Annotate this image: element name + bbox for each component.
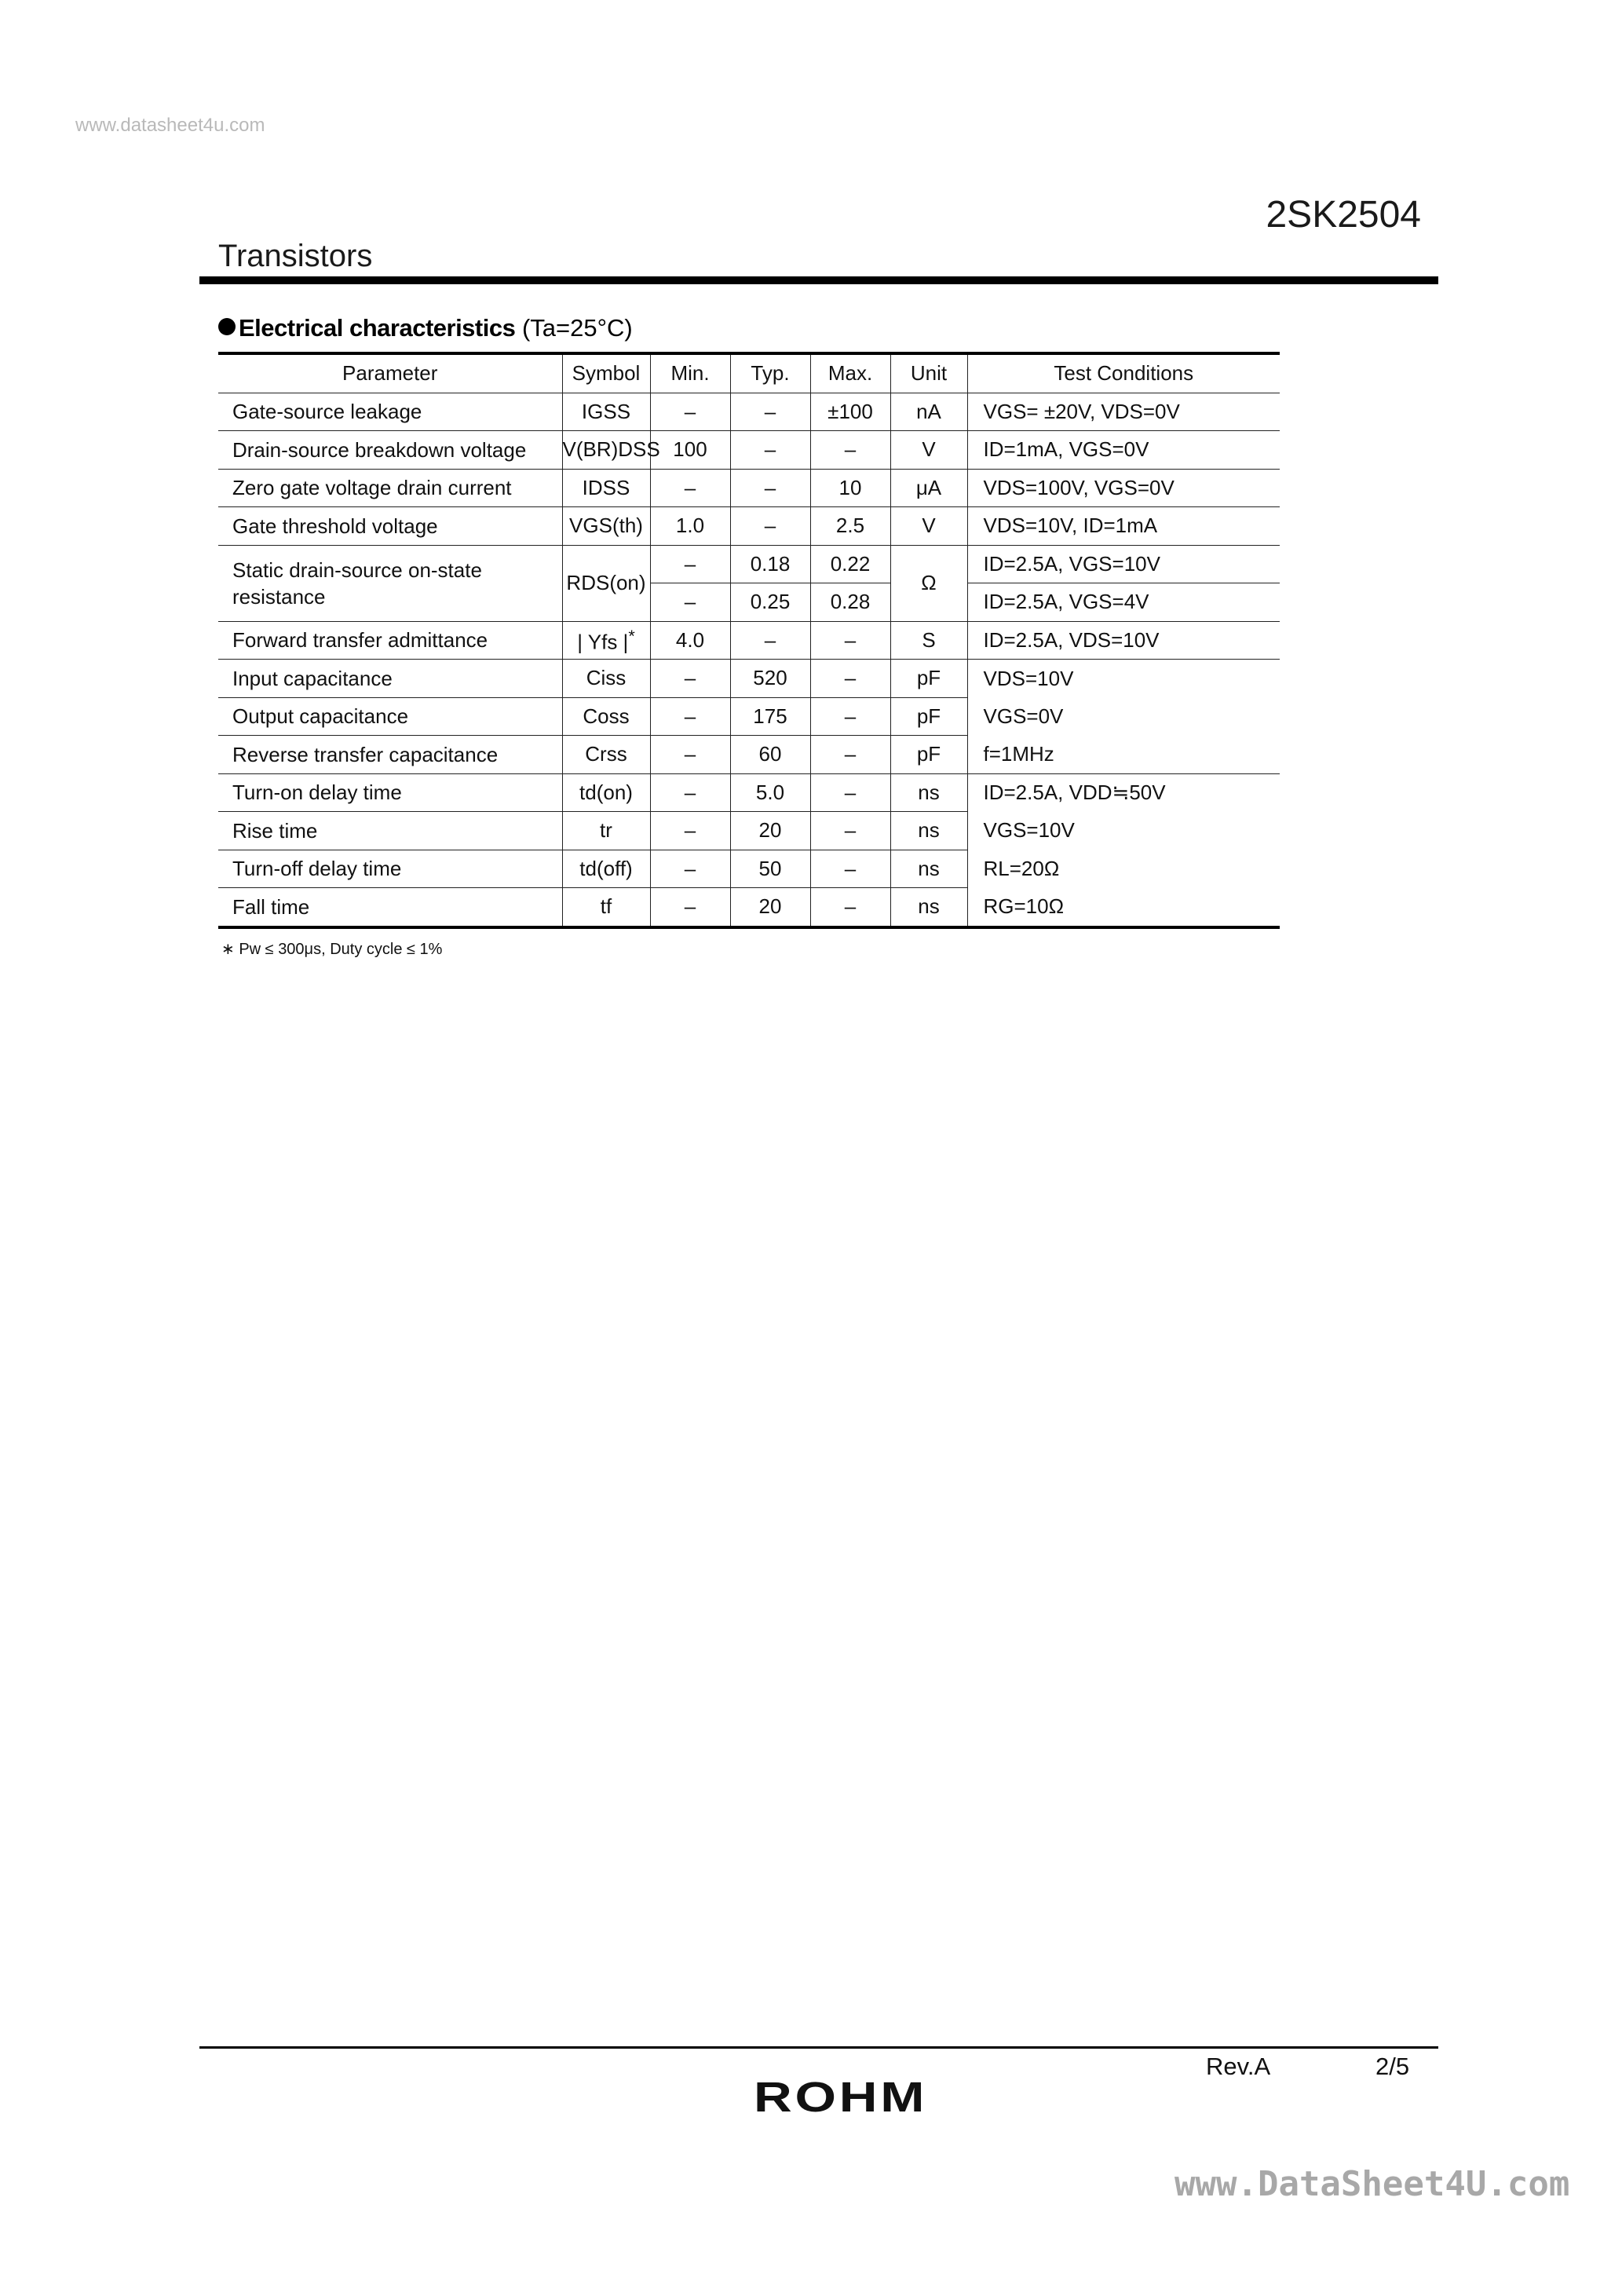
row-parameter: Gate threshold voltage [218, 507, 562, 546]
row-max: – [810, 850, 890, 888]
row-min: – [650, 812, 730, 850]
row-typ: 50 [730, 850, 810, 888]
row-min: – [650, 850, 730, 888]
row-parameter: Zero gate voltage drain current [218, 469, 562, 507]
footnote: ∗ Pw ≤ 300μs, Duty cycle ≤ 1% [221, 941, 443, 958]
row-symbol: RDS(on) [562, 545, 650, 621]
section-title [218, 314, 633, 342]
table-row [218, 545, 1280, 583]
row-typ: 20 [730, 888, 810, 927]
row-conditions: RL=20Ω [967, 850, 1280, 888]
part-number: 2SK2504 [1266, 194, 1421, 236]
row-conditions: ID=2.5A, VGS=10V [967, 545, 1280, 583]
row-parameter: Output capacitance [218, 697, 562, 736]
row-conditions: VGS= ±20V, VDS=0V [967, 393, 1280, 431]
row-max: – [810, 812, 890, 850]
table-header-row [218, 353, 1280, 393]
row-min: – [650, 393, 730, 431]
row-parameter: Rise time [218, 812, 562, 850]
rohm-logo: ROHM [754, 2074, 928, 2121]
row-parameter: Forward transfer admittance [218, 621, 562, 660]
table-row [218, 773, 1280, 812]
row-min: – [650, 660, 730, 698]
row-typ: – [730, 431, 810, 470]
row-typ: – [730, 621, 810, 660]
row-max: – [810, 888, 890, 927]
row-symbol: V(BR)DSS [562, 431, 650, 470]
row-symbol: Ciss [562, 660, 650, 698]
row-typ: 175 [730, 697, 810, 736]
row-conditions: ID=2.5A, VGS=4V [967, 583, 1280, 622]
row-min: 4.0 [650, 621, 730, 660]
header-parameter: Parameter [218, 353, 562, 393]
footer-rule [199, 2046, 1438, 2049]
row-max: – [810, 431, 890, 470]
row-conditions: f=1MHz [967, 736, 1280, 774]
row-conditions: VDS=100V, VGS=0V [967, 469, 1280, 507]
electrical-characteristics-table [218, 352, 1280, 929]
row-unit: pF [890, 697, 967, 736]
table-row [218, 812, 1280, 850]
row-typ: 0.18 [730, 545, 810, 583]
row-symbol: IDSS [562, 469, 650, 507]
row-max: 0.28 [810, 583, 890, 622]
row-max: – [810, 621, 890, 660]
row-conditions: VDS=10V [967, 660, 1280, 698]
row-max: – [810, 773, 890, 812]
row-typ: 0.25 [730, 583, 810, 622]
row-conditions: ID=2.5A, VDD≒50V [967, 773, 1280, 812]
row-max: ±100 [810, 393, 890, 431]
row-symbol: tf [562, 888, 650, 927]
row-min: – [650, 545, 730, 583]
row-symbol [562, 621, 650, 660]
table-row [218, 469, 1280, 507]
table-row [218, 888, 1280, 927]
row-parameter: Input capacitance [218, 660, 562, 698]
row-min: – [650, 773, 730, 812]
section-condition: (Ta=25°C) [521, 314, 633, 342]
row-max: 0.22 [810, 545, 890, 583]
row-min: 1.0 [650, 507, 730, 546]
section-title-text: Electrical characteristics [239, 314, 516, 342]
header-rule [199, 276, 1438, 284]
row-symbol: td(off) [562, 850, 650, 888]
table-row [218, 393, 1280, 431]
revision: Rev.A [1206, 2053, 1271, 2080]
header-unit: Unit [890, 353, 967, 393]
row-unit: Ω [890, 545, 967, 621]
category-title: Transistors [218, 239, 373, 273]
row-max: – [810, 697, 890, 736]
row-symbol: Crss [562, 736, 650, 774]
table-row [218, 697, 1280, 736]
row-parameter: Gate-source leakage [218, 393, 562, 431]
header-max: Max. [810, 353, 890, 393]
row-parameter: Reverse transfer capacitance [218, 736, 562, 774]
table-row [218, 736, 1280, 774]
row-conditions: VGS=10V [967, 812, 1280, 850]
row-typ: – [730, 469, 810, 507]
table-row [218, 621, 1280, 660]
table-row [218, 660, 1280, 698]
row-conditions: RG=10Ω [967, 888, 1280, 927]
row-parameter: Turn-on delay time [218, 773, 562, 812]
watermark-top[interactable]: www.datasheet4u.com [75, 115, 265, 136]
row-unit: V [890, 431, 967, 470]
bullet-icon [218, 318, 236, 335]
row-unit: V [890, 507, 967, 546]
row-conditions: VGS=0V [967, 697, 1280, 736]
row-min: – [650, 583, 730, 622]
header-typ: Typ. [730, 353, 810, 393]
row-unit: ns [890, 773, 967, 812]
symbol-text: | Yfs | [577, 630, 629, 654]
row-min: – [650, 697, 730, 736]
row-typ: 60 [730, 736, 810, 774]
row-min: – [650, 888, 730, 927]
row-max: 2.5 [810, 507, 890, 546]
page-number: 2/5 [1375, 2053, 1410, 2080]
row-max: – [810, 736, 890, 774]
row-typ: 20 [730, 812, 810, 850]
table-row [218, 507, 1280, 546]
watermark-bottom[interactable]: www.DataSheet4U.com [1174, 2164, 1570, 2204]
row-symbol: td(on) [562, 773, 650, 812]
row-parameter: Turn-off delay time [218, 850, 562, 888]
row-unit: pF [890, 660, 967, 698]
row-min: – [650, 736, 730, 774]
row-parameter: Drain-source breakdown voltage [218, 431, 562, 470]
row-unit: nA [890, 393, 967, 431]
row-min: – [650, 469, 730, 507]
header-min: Min. [650, 353, 730, 393]
row-unit: μA [890, 469, 967, 507]
row-typ: 5.0 [730, 773, 810, 812]
row-min: 100 [650, 431, 730, 470]
row-max: 10 [810, 469, 890, 507]
row-unit: ns [890, 850, 967, 888]
footnote-marker: * [628, 625, 635, 645]
row-unit: ns [890, 888, 967, 927]
row-unit: ns [890, 812, 967, 850]
header-conditions: Test Conditions [967, 353, 1280, 393]
row-conditions: ID=1mA, VGS=0V [967, 431, 1280, 470]
row-symbol: tr [562, 812, 650, 850]
row-parameter: Static drain-source on-state resistance [218, 545, 562, 621]
table-row [218, 850, 1280, 888]
row-typ: – [730, 393, 810, 431]
header-symbol: Symbol [562, 353, 650, 393]
row-symbol: IGSS [562, 393, 650, 431]
row-max: – [810, 660, 890, 698]
table-row [218, 431, 1280, 470]
row-unit: pF [890, 736, 967, 774]
row-typ: – [730, 507, 810, 546]
row-symbol: VGS(th) [562, 507, 650, 546]
row-unit: S [890, 621, 967, 660]
row-conditions: ID=2.5A, VDS=10V [967, 621, 1280, 660]
row-symbol: Coss [562, 697, 650, 736]
row-typ: 520 [730, 660, 810, 698]
row-conditions: VDS=10V, ID=1mA [967, 507, 1280, 546]
row-parameter: Fall time [218, 888, 562, 927]
